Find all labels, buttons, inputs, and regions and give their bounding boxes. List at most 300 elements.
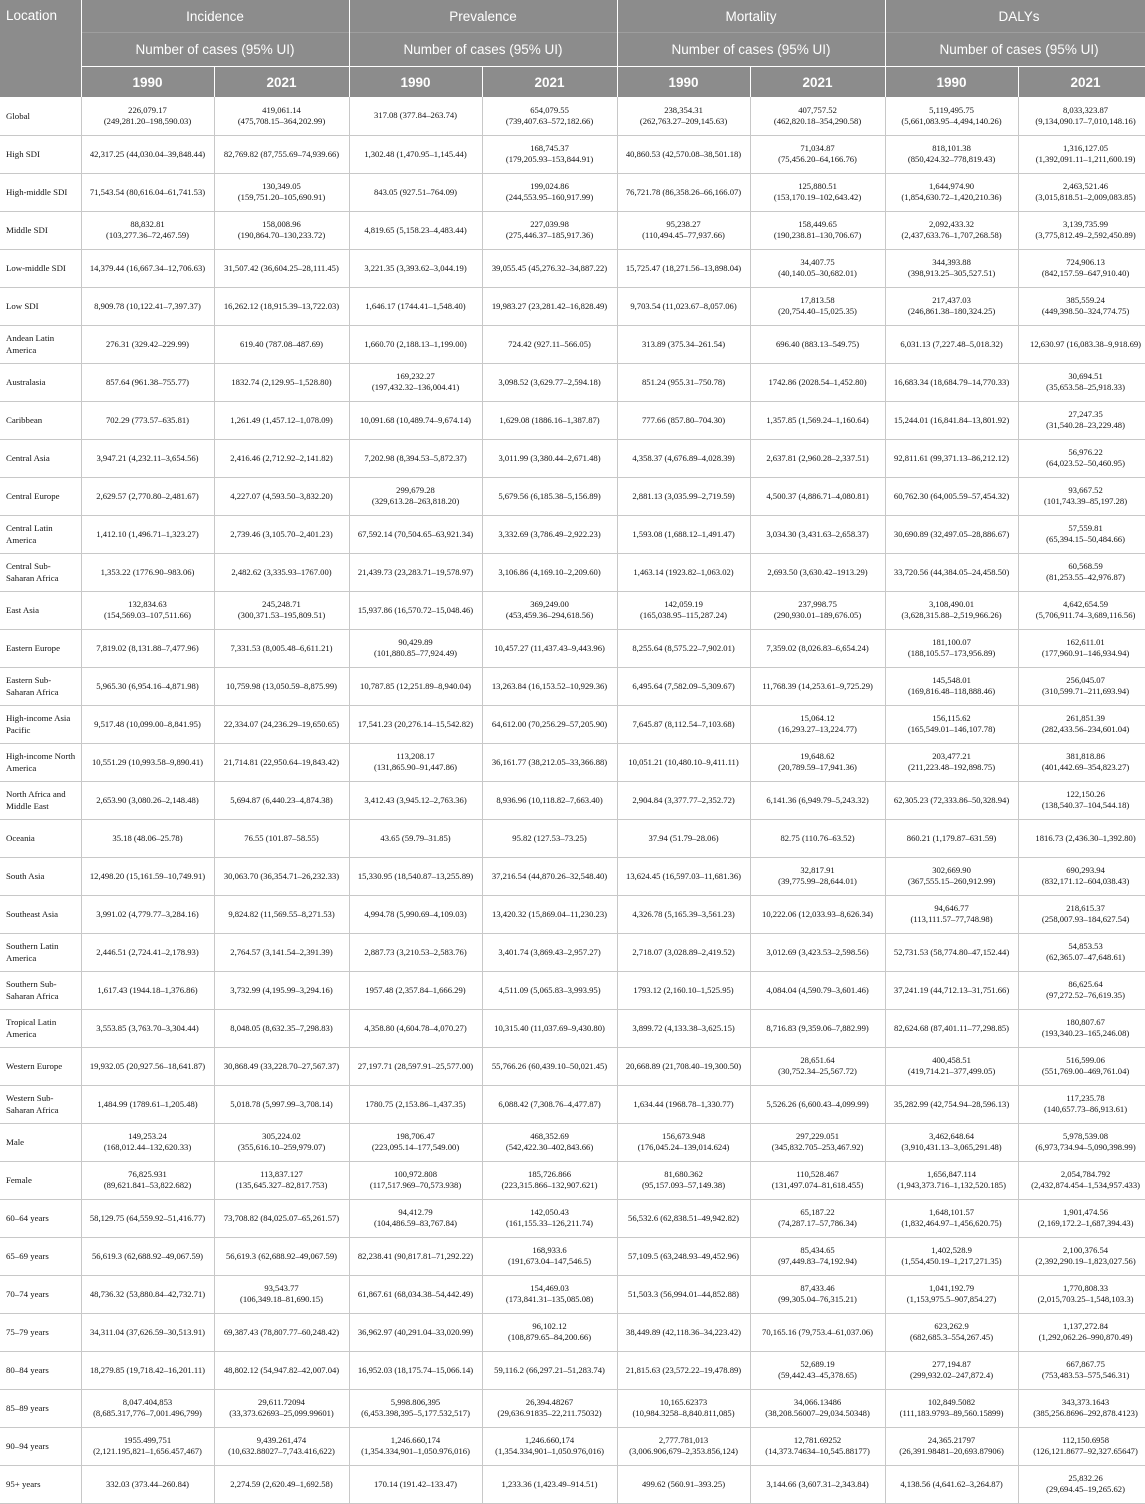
- cell-line-primary: 73,708.82 (84,025.07–65,261.57): [223, 1212, 340, 1223]
- value-cell: [750, 781, 885, 819]
- table-row: [0, 1237, 1145, 1275]
- value-cell: [81, 895, 214, 933]
- value-cell: [1018, 743, 1145, 781]
- cell-line-secondary: (3,775,812.49–2,592,450.89): [1035, 230, 1136, 240]
- cell-line-primary: 76,721.78 (86,358.26–66,166.07): [625, 186, 742, 197]
- cell-line-secondary: (110,494.45–77,937.66): [642, 230, 725, 240]
- cell-line-secondary: (5,706,911.74–3,689,116.56): [1035, 610, 1136, 620]
- cell-line-primary: 162,611.01: [1066, 637, 1105, 647]
- value-cell: [885, 97, 1018, 135]
- value-cell: [214, 287, 349, 325]
- cell-line-primary: 60,568.59: [1068, 561, 1103, 571]
- cell-line-primary: 8,936.96 (10,118.82–7,663.40): [496, 794, 603, 805]
- cell-line-primary: 13,624.45 (16,597.03–11,681.36): [626, 870, 742, 881]
- cell-line-primary: 10,165.62373: [659, 1397, 708, 1407]
- location-cell: Tropical Latin America: [0, 1009, 81, 1047]
- cell-line-primary: 27,197.71 (28,597.91–25,577.00): [357, 1060, 474, 1071]
- value-cell: [1018, 401, 1145, 439]
- value-cell: [885, 1465, 1018, 1503]
- cell-line-secondary: (169,816.48–118,888.46): [908, 686, 996, 696]
- cell-line-secondary: (168,012.44–132,620.33): [103, 1142, 192, 1152]
- value-cell: [1018, 325, 1145, 363]
- cell-line-primary: 32,817.91: [800, 865, 835, 875]
- cell-line-primary: 1,484.99 (1789.61–1,205.48): [97, 1098, 198, 1109]
- value-cell: [1018, 1465, 1145, 1503]
- value-cell: [617, 1199, 750, 1237]
- cell-line-secondary: (14,373.74634–10,545.88177): [765, 1446, 870, 1456]
- cell-line-primary: 2,718.07 (3,028.89–2,419.52): [632, 946, 735, 957]
- value-cell: [885, 1351, 1018, 1389]
- cell-line-primary: 3,034.30 (3,431.63–2,658.37): [766, 528, 869, 539]
- value-cell: [81, 1123, 214, 1161]
- cell-line-secondary: (193,340.23–165,246.08): [1041, 1028, 1130, 1038]
- cell-line-secondary: (35,653.58–25,918.33): [1046, 382, 1125, 392]
- cell-line-primary: 1,402,528.9: [931, 1245, 972, 1255]
- cell-line-secondary: (161,155.33–126,211.74): [506, 1218, 594, 1228]
- value-cell: [750, 287, 885, 325]
- cell-line-secondary: (244,553.95–160,917.99): [505, 192, 594, 202]
- cell-line-primary: 2,777.781,013: [658, 1435, 709, 1445]
- cell-line-primary: 1,261.49 (1,457.12–1,078.09): [230, 414, 333, 425]
- cell-line-primary: 4,358.80 (4,604.78–4,070.27): [364, 1022, 467, 1033]
- year-header-1990: 1990: [617, 67, 750, 98]
- cell-line-secondary: (99,305.04–76,315.21): [778, 1294, 857, 1304]
- value-cell: [214, 933, 349, 971]
- cell-line-secondary: (223,315.866–132,907.621): [501, 1180, 598, 1190]
- value-cell: [750, 591, 885, 629]
- cell-line-primary: 5,526.26 (6,600.43–4,099.99): [766, 1098, 869, 1109]
- cell-line-primary: 8,909.78 (10,122.41–7,397.37): [94, 300, 201, 311]
- cell-line-primary: 9,703.54 (11,023.67–8,057.06): [630, 300, 737, 311]
- value-cell: [81, 1047, 214, 1085]
- cell-line-primary: 199,024.86: [530, 181, 569, 191]
- location-cell: Western Europe: [0, 1047, 81, 1085]
- cell-line-primary: 17,541.23 (20,276.14–15,542.82): [357, 718, 474, 729]
- table-row: [0, 439, 1145, 477]
- value-cell: [482, 1427, 617, 1465]
- value-cell: [617, 135, 750, 173]
- cell-line-primary: 7,645.87 (8,112.54–7,103.68): [632, 718, 735, 729]
- cell-line-primary: 3,098.52 (3,629.77–2,594.18): [498, 376, 601, 387]
- value-cell: [1018, 97, 1145, 135]
- value-cell: [617, 1275, 750, 1313]
- table-row: [0, 629, 1145, 667]
- cell-line-secondary: (179,205.93–153,844.91): [505, 154, 594, 164]
- year-header-2021: 2021: [214, 67, 349, 98]
- value-cell: [214, 1047, 349, 1085]
- cell-line-primary: 92,811.61 (99,371.13–86,212.12): [894, 452, 1010, 463]
- location-cell: Low-middle SDI: [0, 249, 81, 287]
- location-cell: Central Sub-Saharan Africa: [0, 553, 81, 591]
- value-cell: [81, 439, 214, 477]
- cell-line-secondary: (59,442.43–45,378.65): [778, 1370, 857, 1380]
- cell-line-primary: 1,656,847.114: [926, 1169, 977, 1179]
- value-cell: [214, 781, 349, 819]
- value-cell: [750, 1199, 885, 1237]
- value-cell: [1018, 211, 1145, 249]
- table-header: [0, 0, 1145, 97]
- location-cell: 75–79 years: [0, 1313, 81, 1351]
- value-cell: [617, 1085, 750, 1123]
- cell-line-secondary: (5,661,083.95–4,494,140.26): [901, 115, 1002, 126]
- value-cell: [349, 515, 482, 553]
- value-cell: [617, 667, 750, 705]
- cell-line-secondary: (104,486.59–83,767.84): [373, 1218, 458, 1228]
- cell-line-primary: 37,216.54 (44,870.26–32,548.40): [491, 870, 608, 881]
- value-cell: [214, 401, 349, 439]
- cell-line-primary: 71,034.87: [800, 143, 835, 153]
- value-cell: [81, 363, 214, 401]
- table-row: [0, 97, 1145, 135]
- value-cell: [482, 515, 617, 553]
- value-cell: [1018, 173, 1145, 211]
- cell-line-secondary: (97,272.52–76,619.35): [1046, 990, 1125, 1000]
- cell-line-primary: 3,108,490.01: [928, 599, 975, 609]
- cell-line-primary: 5,965.30 (6,954.16–4,871.98): [96, 680, 199, 691]
- value-cell: [482, 1313, 617, 1351]
- value-cell: [81, 743, 214, 781]
- value-cell: [617, 477, 750, 515]
- cell-line-primary: 56,619.3 (62,688.92–49,067.59): [226, 1250, 337, 1261]
- table-row: [0, 363, 1145, 401]
- cell-line-primary: 381,818.86: [1066, 751, 1105, 761]
- cell-line-primary: 8,033,323.87: [1062, 104, 1109, 115]
- location-cell: 85–89 years: [0, 1389, 81, 1427]
- cell-line-primary: 227,039.98: [530, 219, 569, 229]
- cell-line-primary: 2,054,784.792: [1060, 1169, 1111, 1179]
- cell-line-secondary: (29,694.45–19,265.62): [1046, 1484, 1125, 1494]
- cell-line-primary: 149,253.24: [128, 1131, 167, 1141]
- cell-line-primary: 1,041,192.79: [928, 1283, 975, 1293]
- value-cell: [1018, 667, 1145, 705]
- value-cell: [81, 173, 214, 211]
- table-row: [0, 819, 1145, 857]
- value-cell: [81, 1389, 214, 1427]
- cell-line-secondary: (249,281.20–198,590.03): [103, 115, 192, 126]
- cell-line-secondary: (9,134,090.17–7,010,148.16): [1035, 115, 1136, 126]
- cell-line-primary: 102,849.5082: [927, 1397, 976, 1407]
- cell-line-primary: 1742.86 (2028.54–1,452.80): [768, 376, 867, 387]
- cell-line-primary: 10,457.27 (11,437.43–9,443.96): [494, 642, 605, 653]
- cell-line-primary: 30,868.49 (33,228.70–27,567.37): [223, 1060, 340, 1071]
- value-cell: [349, 971, 482, 1009]
- value-cell: [214, 363, 349, 401]
- value-cell: [349, 895, 482, 933]
- year-header-1990: 1990: [81, 67, 214, 98]
- cell-line-primary: 76.55 (101.87–58.55): [244, 832, 319, 843]
- cell-line-secondary: (126,121.8677–92,327.65647): [1033, 1446, 1138, 1456]
- cell-line-primary: 2,881.13 (3,035.99–2,719.59): [632, 490, 735, 501]
- value-cell: [349, 211, 482, 249]
- cell-line-primary: 3,011.99 (3,380.44–2,671.48): [498, 452, 601, 463]
- table-row: [0, 1465, 1145, 1503]
- cell-line-primary: 15,330.95 (18,540.87–13,255.89): [357, 870, 474, 881]
- cell-line-primary: 82.75 (110.76–63.52): [780, 832, 855, 843]
- value-cell: [617, 705, 750, 743]
- cell-line-primary: 30,063.70 (36,354.71–26,232.33): [223, 870, 340, 881]
- cell-line-primary: 2,887.73 (3,210.53–2,583.76): [364, 946, 467, 957]
- value-cell: [1018, 629, 1145, 667]
- value-cell: [885, 971, 1018, 1009]
- table-row: [0, 1047, 1145, 1085]
- cell-line-primary: 2,482.62 (3,335.93–1767.00): [231, 566, 332, 577]
- cell-line-secondary: (385,256.8696–292,878.4123): [1033, 1408, 1138, 1418]
- location-cell: Eastern Sub-Saharan Africa: [0, 667, 81, 705]
- value-cell: [617, 1427, 750, 1465]
- cell-line-primary: 857.64 (961.38–755.77): [105, 376, 190, 387]
- cell-line-secondary: (173,841.31–135,085.08): [505, 1294, 594, 1304]
- year-header-1990: 1990: [885, 67, 1018, 98]
- location-cell: Western Sub-Saharan Africa: [0, 1085, 81, 1123]
- value-cell: [617, 781, 750, 819]
- value-cell: [214, 325, 349, 363]
- value-cell: [885, 1275, 1018, 1313]
- cell-line-secondary: (131,497.074–81,618.455): [771, 1180, 864, 1190]
- cell-line-primary: 238,354.31: [664, 104, 703, 115]
- value-cell: [1018, 1427, 1145, 1465]
- table-row: [0, 1123, 1145, 1161]
- cell-line-primary: 2,446.51 (2,724.41–2,178.93): [96, 946, 199, 957]
- value-cell: [349, 1161, 482, 1199]
- cell-line-primary: 54,853.53: [1068, 941, 1103, 951]
- cell-line-secondary: (449,398.50–324,774.75): [1041, 306, 1130, 316]
- location-cell: Andean Latin America: [0, 325, 81, 363]
- cell-line-primary: 12,630.97 (16,083.38–9,918.69): [1030, 338, 1142, 349]
- cell-line-primary: 10,759.98 (13,050.59–8,875.99): [226, 680, 337, 691]
- cell-line-primary: 2,764.57 (3,141.54–2,391.39): [230, 946, 333, 957]
- value-cell: [214, 895, 349, 933]
- value-cell: [81, 933, 214, 971]
- location-cell: 80–84 years: [0, 1351, 81, 1389]
- value-cell: [214, 439, 349, 477]
- value-cell: [349, 97, 482, 135]
- cell-line-primary: 65,187.22: [800, 1207, 835, 1217]
- cell-line-primary: 113,208.17: [396, 751, 435, 761]
- cell-line-primary: 499.62 (560.91–393.25): [641, 1478, 726, 1489]
- value-cell: [885, 819, 1018, 857]
- cell-line-primary: 261,851.39: [1066, 713, 1105, 723]
- table-row: [0, 743, 1145, 781]
- table-row: [0, 325, 1145, 363]
- value-cell: [81, 1237, 214, 1275]
- cell-line-primary: 1793.12 (2,160.10–1,525.95): [633, 984, 734, 995]
- value-cell: [1018, 135, 1145, 173]
- cell-line-secondary: (211,223.48–192,898.75): [908, 762, 996, 772]
- value-cell: [81, 1085, 214, 1123]
- cell-line-primary: 623,262.9: [934, 1321, 969, 1331]
- cell-line-secondary: (64,023.52–50,460.95): [1046, 458, 1125, 468]
- cell-line-secondary: (355,616.10–259,979.07): [237, 1142, 326, 1152]
- value-cell: [750, 1047, 885, 1085]
- value-cell: [214, 1465, 349, 1503]
- cell-line-primary: 93,667.52: [1068, 485, 1103, 495]
- value-cell: [214, 515, 349, 553]
- cell-line-secondary: (299,932.02–247,872.4): [910, 1370, 994, 1380]
- cell-line-primary: 619.40 (787.08–487.69): [239, 338, 324, 349]
- value-cell: [617, 1351, 750, 1389]
- cell-line-secondary: (1,854,630.72–1,420,210.36): [901, 192, 1002, 202]
- value-cell: [885, 591, 1018, 629]
- value-cell: [1018, 857, 1145, 895]
- cell-line-secondary: (345,832.705–253,467.92): [771, 1142, 864, 1152]
- cell-line-primary: 8,716.83 (9,359.06–7,882.99): [766, 1022, 869, 1033]
- cell-line-primary: 95,238.27: [666, 219, 701, 229]
- value-cell: [750, 743, 885, 781]
- cell-line-secondary: (1,354.334,901–1,050.976,016): [361, 1446, 470, 1456]
- value-cell: [750, 515, 885, 553]
- value-cell: [214, 211, 349, 249]
- cell-line-secondary: (282,433.56–234,601.04): [1041, 724, 1130, 734]
- cell-line-secondary: (542,422.30–402,843.66): [505, 1142, 594, 1152]
- cell-line-primary: 10,787.85 (12,251.89–8,940.04): [360, 680, 472, 691]
- cell-line-secondary: (1,292,062.26–990,870.49): [1038, 1332, 1133, 1342]
- cell-line-secondary: (850,424.32–778,819.43): [907, 154, 996, 164]
- value-cell: [885, 705, 1018, 743]
- cell-line-secondary: (26,391.98481–20,693.87906): [899, 1446, 1004, 1456]
- value-cell: [885, 439, 1018, 477]
- cell-line-primary: 702.29 (773.57–635.81): [105, 414, 190, 425]
- value-cell: [349, 1351, 482, 1389]
- value-cell: [81, 211, 214, 249]
- cell-line-primary: 4,819.65 (5,158.23–4,483.44): [364, 224, 467, 235]
- cell-line-secondary: (462,820.18–354,290.58): [773, 115, 862, 126]
- cell-line-primary: 4,358.37 (4,676.89–4,028.39): [632, 452, 735, 463]
- value-cell: [617, 1313, 750, 1351]
- cell-line-primary: 1,593.08 (1,688.12–1,491.47): [632, 528, 735, 539]
- location-cell: Middle SDI: [0, 211, 81, 249]
- value-cell: [81, 1275, 214, 1313]
- cell-line-primary: 226,079.17: [128, 104, 167, 115]
- location-cell: Male: [0, 1123, 81, 1161]
- cell-line-secondary: (30,752.34–25,567.72): [778, 1066, 857, 1076]
- location-cell: High-middle SDI: [0, 173, 81, 211]
- cell-line-primary: 10,315.40 (11,037.69–9,430.80): [494, 1022, 605, 1033]
- value-cell: [617, 325, 750, 363]
- cell-line-primary: 170.14 (191.42–133.47): [373, 1478, 458, 1489]
- cell-line-secondary: (1,153,975.5–907,854.27): [906, 1294, 997, 1304]
- cell-line-secondary: (95,157.093–57,149.38): [641, 1180, 726, 1190]
- incidence-header: Incidence: [81, 0, 349, 33]
- cell-line-secondary: (131,865.90–91,447.86): [373, 762, 458, 772]
- value-cell: [349, 781, 482, 819]
- cell-line-secondary: (31,540.28–23,229.48): [1046, 420, 1125, 430]
- cell-line-primary: 67,592.14 (70,504.65–63,921.34): [357, 528, 474, 539]
- value-cell: [81, 325, 214, 363]
- value-cell: [349, 629, 482, 667]
- value-cell: [1018, 515, 1145, 553]
- value-cell: [482, 1123, 617, 1161]
- value-cell: [750, 933, 885, 971]
- value-cell: [617, 439, 750, 477]
- cell-line-primary: 3,462,648.64: [928, 1131, 975, 1141]
- value-cell: [750, 363, 885, 401]
- year-header-2021: 2021: [482, 67, 617, 98]
- value-cell: [81, 819, 214, 857]
- cell-line-primary: 6,141.36 (6,949.79–5,243.32): [766, 794, 869, 805]
- cell-line-primary: 24,365.21797: [927, 1435, 976, 1445]
- value-cell: [81, 1351, 214, 1389]
- cell-line-primary: 38,449.89 (42,118.36–34,223.42): [626, 1326, 742, 1337]
- cell-line-primary: 37.94 (51.79–28.06): [648, 832, 719, 843]
- cell-line-primary: 145,548.01: [932, 675, 971, 685]
- value-cell: [885, 477, 1018, 515]
- cell-line-primary: 154,469.03: [530, 1283, 569, 1293]
- cell-line-secondary: (97,449.83–74,192.94): [778, 1256, 857, 1266]
- cell-line-secondary: (329,613.28–263,818.20): [371, 496, 460, 506]
- cell-line-primary: 82,624.68 (87,401.11–77,298.85): [894, 1022, 1010, 1033]
- cell-line-primary: 245,248.71: [262, 599, 301, 609]
- cell-line-primary: 3,899.72 (4,133.38–3,625.15): [632, 1022, 735, 1033]
- value-cell: [349, 249, 482, 287]
- cell-line-primary: 31,507.42 (36,604.25–28,111.45): [224, 262, 339, 273]
- value-cell: [885, 553, 1018, 591]
- table-row: [0, 591, 1145, 629]
- value-cell: [1018, 895, 1145, 933]
- cell-line-primary: 12,498.20 (15,161.59–10,749.91): [89, 870, 206, 881]
- cell-line-primary: 125,880.51: [798, 181, 837, 191]
- cell-line-primary: 3,139,735.99: [1062, 219, 1109, 229]
- table-row: [0, 895, 1145, 933]
- cell-line-primary: 4,500.37 (4,886.71–4,080.81): [766, 490, 869, 501]
- cell-line-primary: 6,088.42 (7,308.76–4,477.87): [498, 1098, 601, 1109]
- cell-line-primary: 52,689.19: [800, 1359, 835, 1369]
- cell-line-primary: 203,477.21: [932, 751, 971, 761]
- cell-line-primary: 19,983.27 (23,281.42–16,828.49): [491, 300, 608, 311]
- cell-line-secondary: (246,861.38–180,324.25): [907, 306, 996, 316]
- cell-line-primary: 3,144.66 (3,607.31–2,343.84): [766, 1478, 869, 1489]
- value-cell: [214, 667, 349, 705]
- cell-line-secondary: (113,111.57–77,748.98): [910, 914, 993, 924]
- value-cell: [349, 667, 482, 705]
- cell-line-primary: 3,012.69 (3,423.53–2,598.56): [766, 946, 869, 957]
- cell-line-primary: 87,433.46: [800, 1283, 835, 1293]
- cell-line-primary: 64,612.00 (70,256.29–57,205.90): [491, 718, 608, 729]
- cell-line-primary: 654,079.55: [530, 104, 569, 115]
- value-cell: [349, 477, 482, 515]
- cell-line-primary: 19,932.05 (20,927.56–18,641.87): [89, 1060, 206, 1071]
- cell-line-primary: 3,947.21 (4,232.11–3,654.56): [96, 452, 199, 463]
- value-cell: [214, 971, 349, 1009]
- location-cell: Central Latin America: [0, 515, 81, 553]
- cell-line-primary: 256,045.07: [1066, 675, 1105, 685]
- cell-line-primary: 86,625.64: [1068, 979, 1103, 989]
- value-cell: [750, 553, 885, 591]
- cell-line-secondary: (20,789.59–17,941.36): [778, 762, 857, 772]
- value-cell: [482, 1237, 617, 1275]
- cell-line-secondary: (300,371.53–195,809.51): [237, 610, 326, 620]
- cell-line-primary: 34,311.04 (37,626.59–30,513.91): [90, 1326, 205, 1337]
- cell-line-secondary: (89,621.841–53,822.682): [103, 1180, 192, 1190]
- value-cell: [349, 553, 482, 591]
- value-cell: [482, 1161, 617, 1199]
- value-cell: [1018, 1313, 1145, 1351]
- cell-line-primary: 76,825.931: [128, 1169, 167, 1179]
- value-cell: [482, 1465, 617, 1503]
- cell-line-primary: 407,757.52: [798, 104, 837, 115]
- value-cell: [1018, 363, 1145, 401]
- cell-line-primary: 168,933.6: [532, 1245, 567, 1255]
- cell-line-primary: 21,714.81 (22,950.64–19,843.42): [223, 756, 340, 767]
- value-cell: [482, 1389, 617, 1427]
- cell-line-primary: 14,379.44 (16,667.34–12,706.63): [89, 262, 206, 273]
- cell-line-secondary: (10,632.88027–7,743.416,622): [228, 1446, 335, 1456]
- cell-line-primary: 1,246.660,174: [524, 1435, 575, 1445]
- cell-line-primary: 185,726.866: [528, 1169, 571, 1179]
- cell-line-primary: 48,736.32 (53,880.84–42,732.71): [89, 1288, 206, 1299]
- cell-line-secondary: (81,253.55–42,976.87): [1046, 572, 1125, 582]
- value-cell: [81, 781, 214, 819]
- cell-line-secondary: (176,045.24–139,014.624): [637, 1142, 730, 1152]
